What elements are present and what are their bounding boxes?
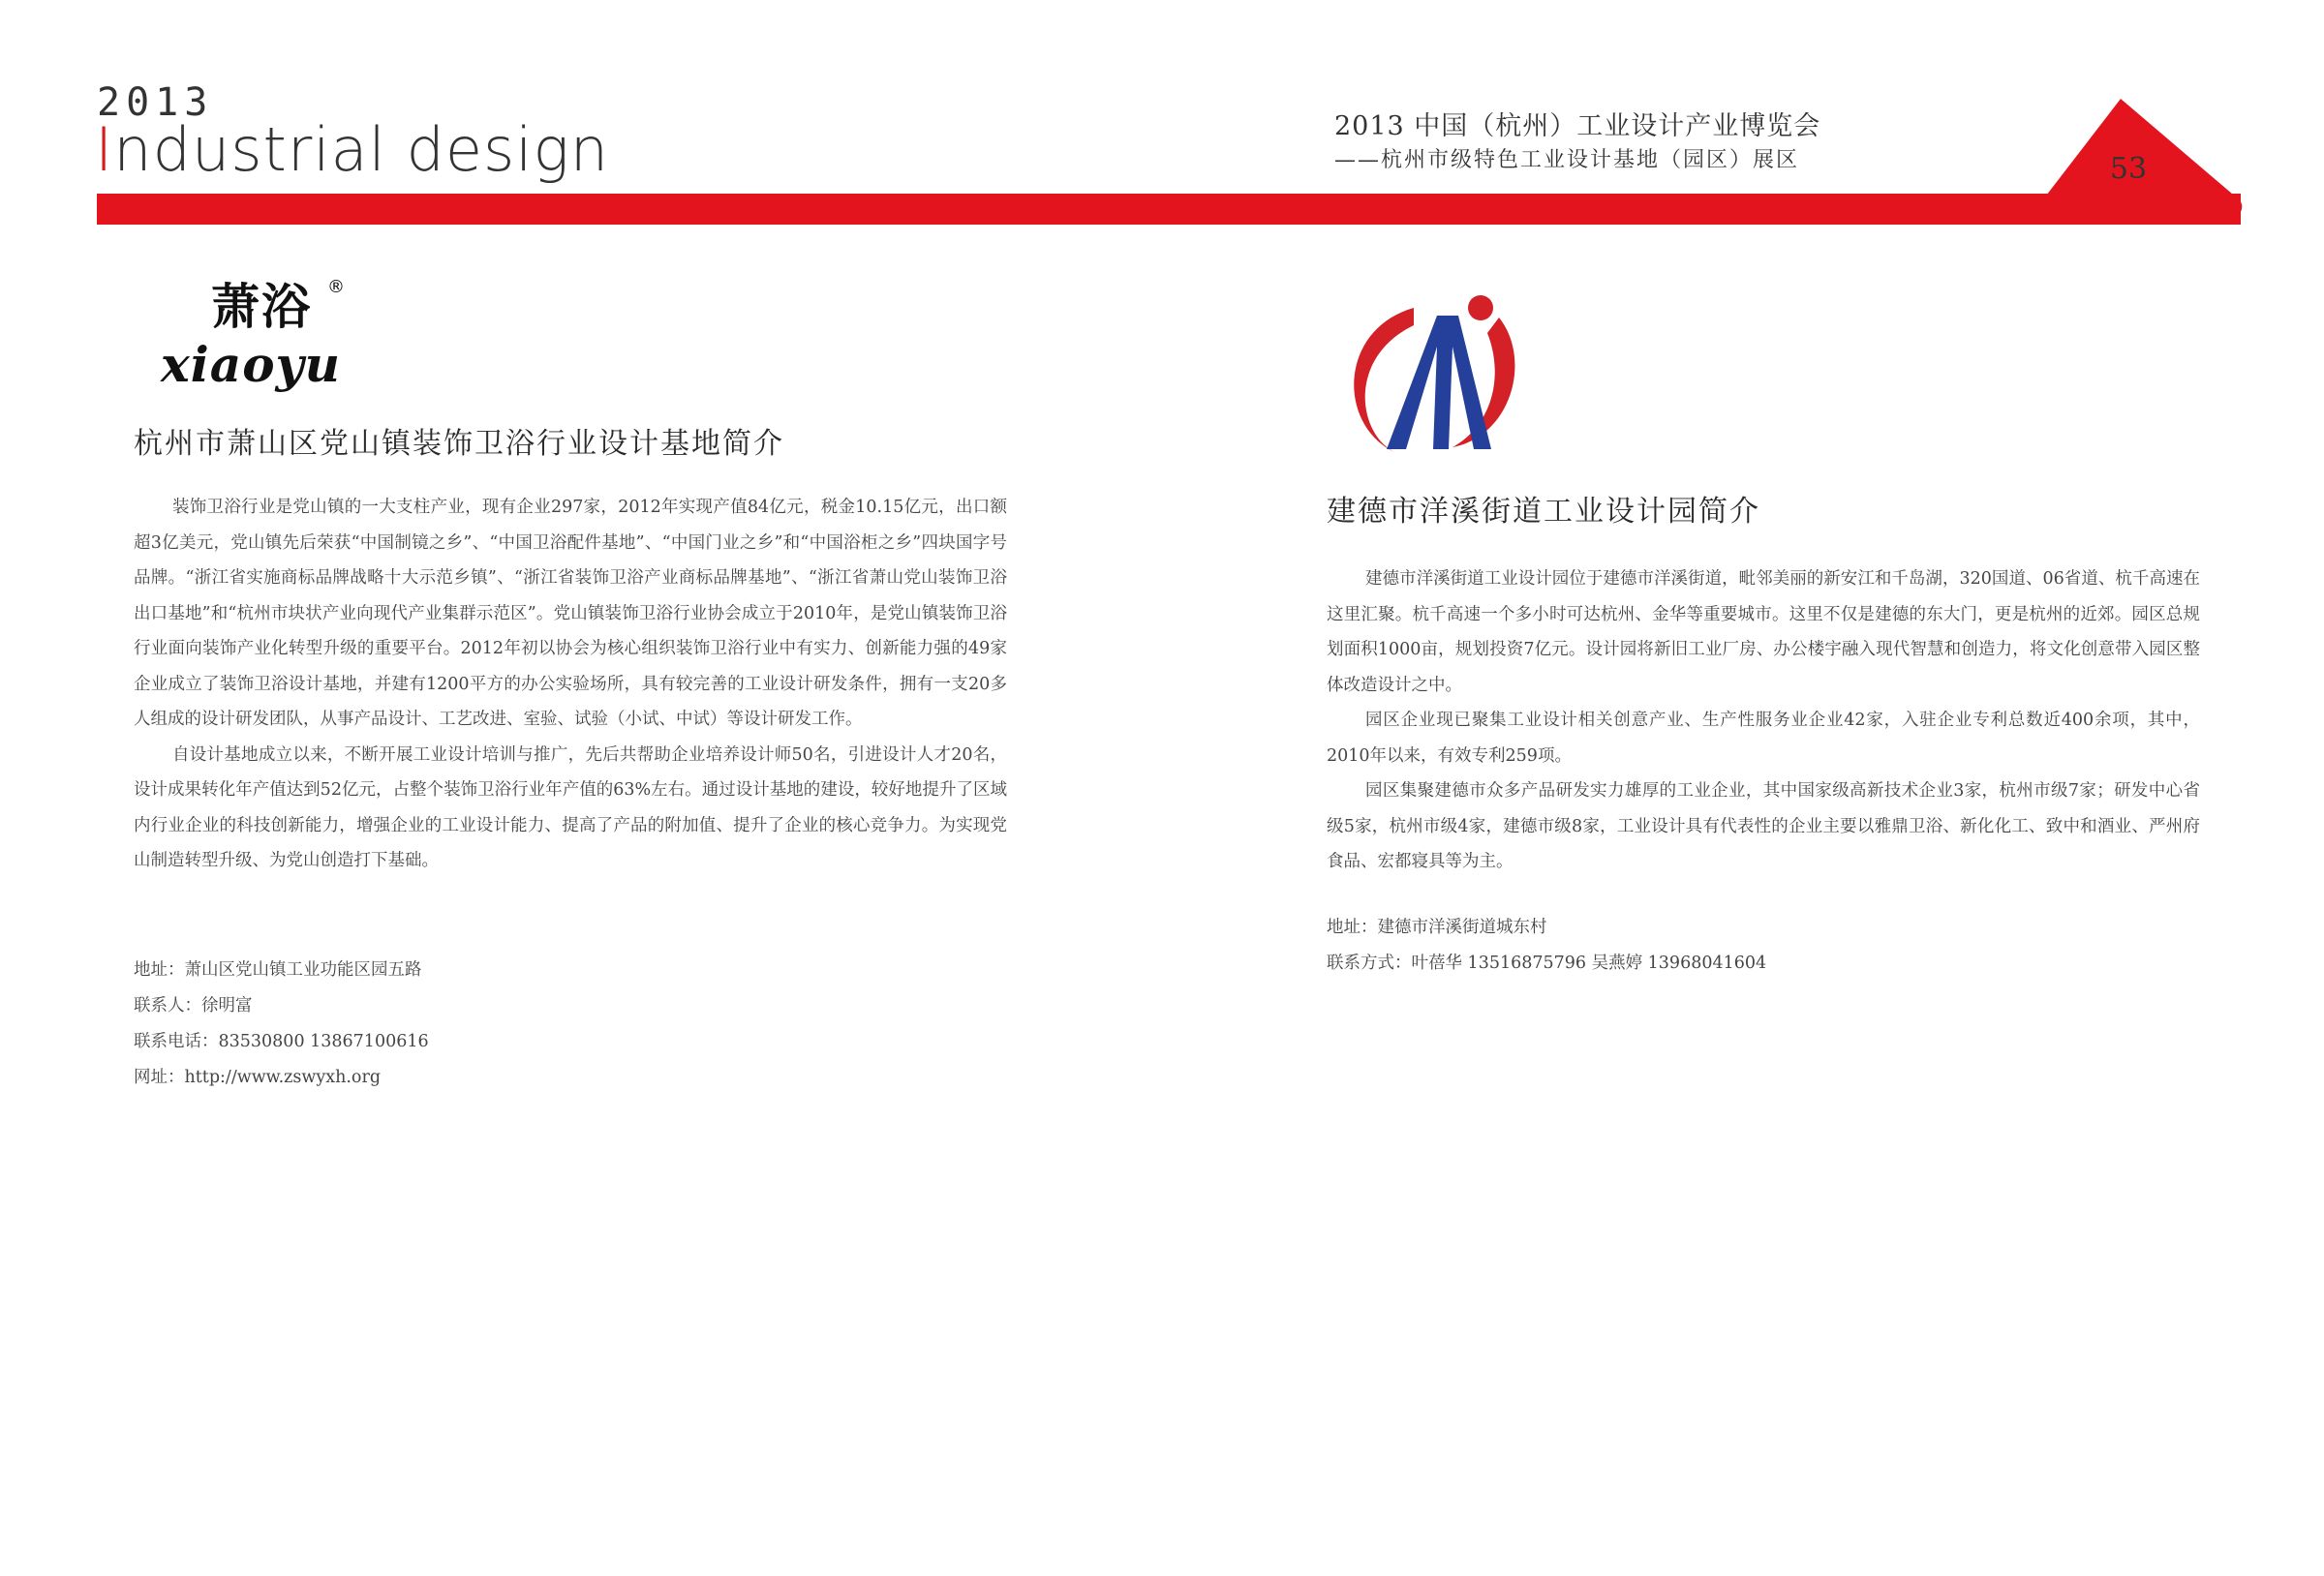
left-phone: 联系电话：83530800 13867100616 — [134, 1032, 429, 1051]
logo-english-text: xiaoyu — [161, 336, 341, 393]
header-red-bar — [97, 194, 2241, 225]
expo-subtitle: ——杭州市级特色工业设计基地（园区）展区 — [1334, 148, 1800, 172]
right-body — [1327, 561, 2200, 880]
expo-title: 2013 中国（杭州）工业设计产业博览会 — [1334, 111, 1821, 141]
logo-chinese-text: 萧浴 — [211, 279, 312, 335]
brand-rest: ndustrial design — [113, 114, 610, 185]
brand-year: 2013 — [97, 80, 214, 125]
right-contact-info: 联系方式：叶蓓华 13516875796 吴燕婷 13968041604 — [1327, 954, 1767, 973]
right-paragraph: 建德市洋溪街道工业设计园位于建德市洋溪街道，毗邻美丽的新安江和千岛湖，320国道、06省道、杭千高速在这里汇聚。杭千高速一个多小时可达杭州、金华等重要城市。这里不仅是建德的东大门，更是杭州的近郊。园区总规划面积1000亩，规划投资7亿元。设计园将新旧工业厂房、办公楼宇融入现代智慧和创造力，将文化创意带入园区整体改造设计之中。 — [1327, 569, 2200, 695]
right-contact-block — [1327, 910, 1766, 982]
right-paragraph: 园区集聚建德市众多产品研发实力雄厚的工业企业，其中国家级高新技术企业3家，杭州市级7家；研发中心省级5家，杭州市级4家，建德市级8家，工业设计具有代表性的企业主要以雅鼎卫浴、新化化工、致中和酒业、严州府食品、宏都寝具等为主。 — [1327, 781, 2200, 871]
left-contact-person: 联系人：徐明富 — [134, 996, 253, 1015]
right-section-title: 建德市洋溪街道工业设计园简介 — [1327, 495, 1760, 529]
left-address: 地址：萧山区党山镇工业功能区园五路 — [134, 960, 422, 980]
page-number: 53 — [2109, 152, 2148, 186]
brand-initial: I — [95, 114, 114, 185]
jiande-park-logo — [1329, 290, 1532, 465]
left-section-title: 杭州市萧山区党山镇装饰卫浴行业设计基地简介 — [134, 427, 784, 461]
left-website: 网址：http://www.zswyxh.org — [134, 1068, 382, 1087]
left-body — [134, 490, 1007, 879]
left-paragraph: 装饰卫浴行业是党山镇的一大支柱产业，现有企业297家，2012年实现产值84亿元，税金10.15亿元，出口额超3亿美元，党山镇先后荣获“中国制镜之乡”、“中国卫浴配件基地”、“中国门业之乡”和“中国浴柜之乡”四块国字号品牌。“浙江省实施商标品牌战略十大示范乡镇”、“浙江省装饰卫浴产业商标品牌基地”、“浙江省萧山党山装饰卫浴出口基地”和“杭州市块状产业向现代产业集群示范区”。党山镇装饰卫浴行业协会成立于2010年，是党山镇装饰卫浴行业面向装饰产业化转型升级的重要平台。2012年初以协会为核心组织装饰卫浴行业中有实力、创新能力强的49家企业成立了装饰卫浴设计基地，并建有1200平方的办公实验场所，具有较完善的工业设计研发条件，拥有一支20多人组成的设计研发团队，从事产品设计、工艺改进、室验、试验（小试、中试）等设计研发工作。 — [134, 498, 1007, 729]
left-paragraph: 自设计基地成立以来，不断开展工业设计培训与推广，先后共帮助企业培养设计师50名，引进设计人才20名，设计成果转化年产值达到52亿元，占整个装饰卫浴行业年产值的63%左右。通过设计基地的建设，较好地提升了区域内行业企业的科技创新能力，增强企业的工业设计能力、提高了产品的附加值、提升了企业的核心竞争力。为实现党山制造转型升级、为党山创造打下基础。 — [134, 744, 1007, 870]
right-paragraph: 园区企业现已聚集工业设计相关创意产业、生产性服务业企业42家，入驻企业专利总数近400余项，其中，2010年以来，有效专利259项。 — [1327, 711, 2200, 766]
right-address: 地址：建德市洋溪街道城东村 — [1327, 918, 1547, 937]
registered-mark: ® — [327, 277, 345, 297]
left-contact-block — [134, 953, 429, 1096]
brand-title — [95, 114, 610, 185]
